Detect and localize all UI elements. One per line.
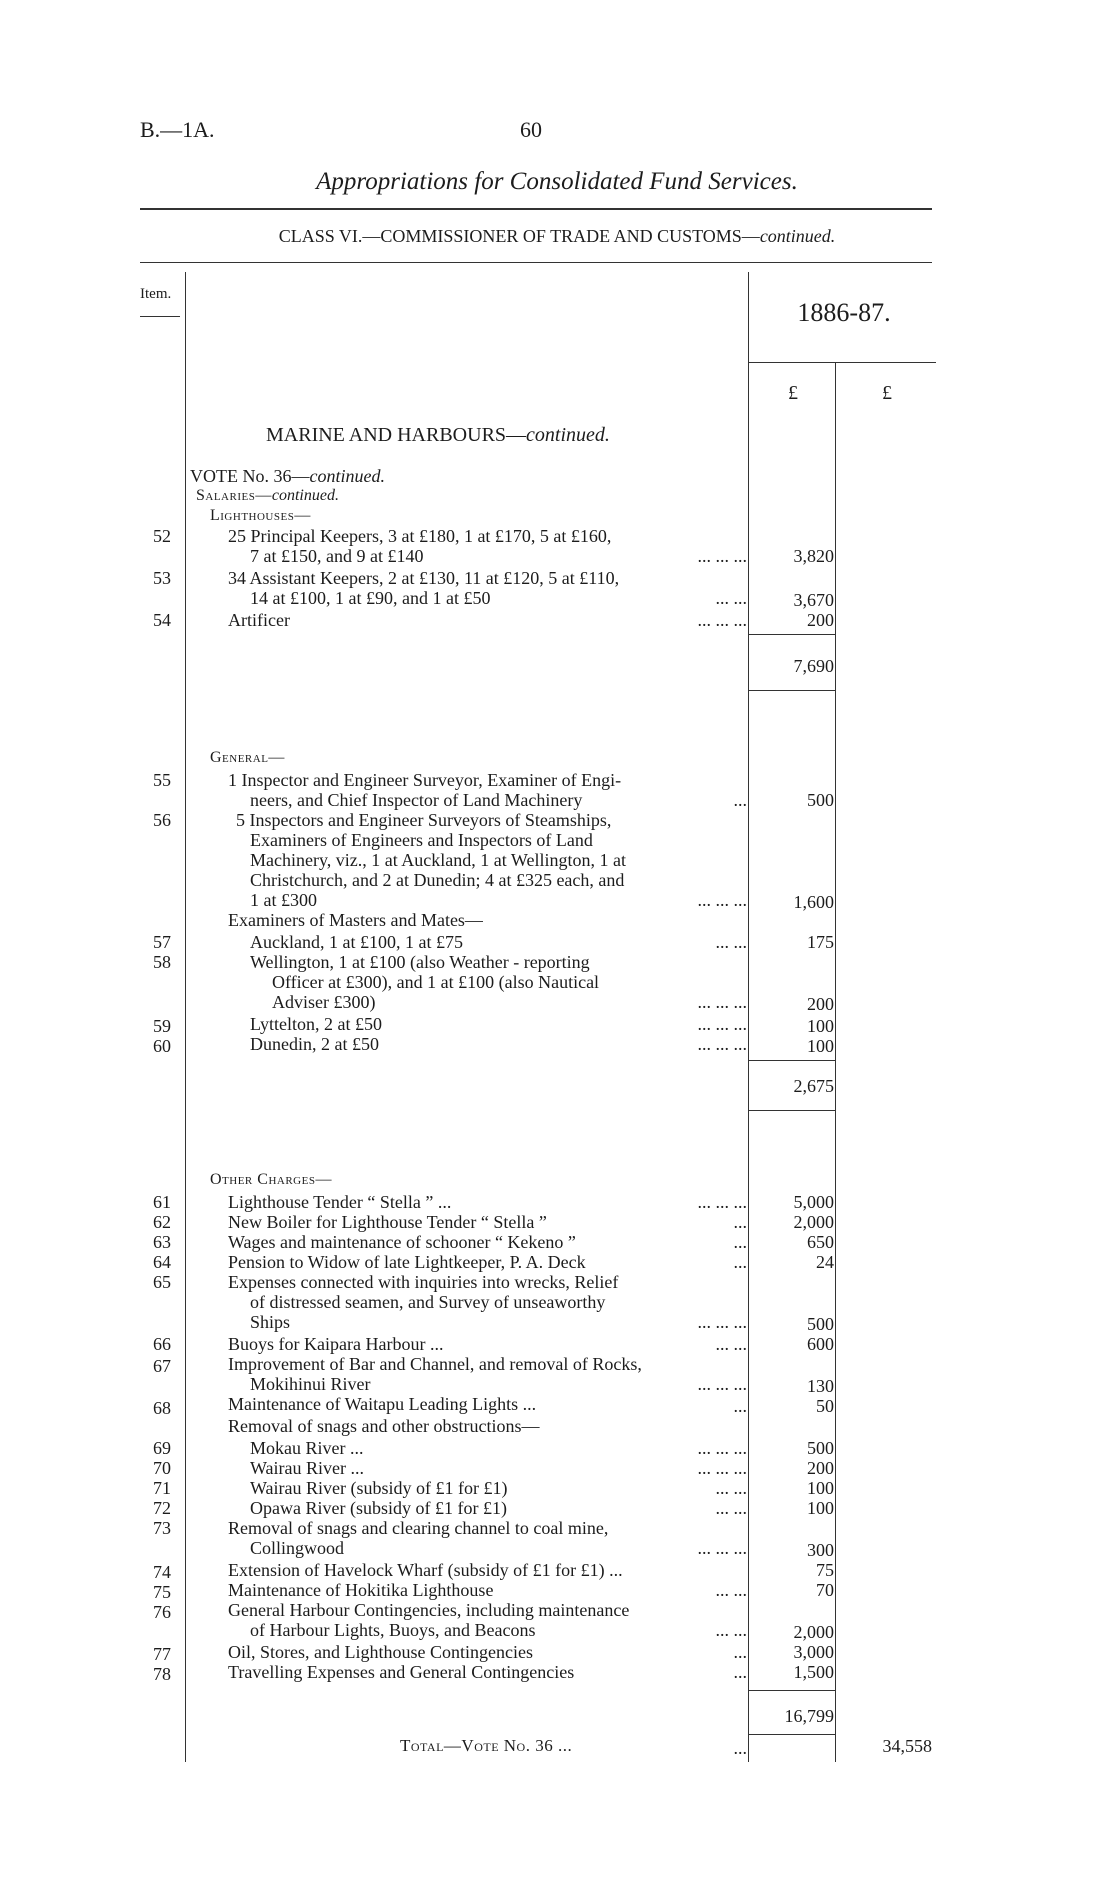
row-amount: 2,000 [793,1212,834,1232]
leader-dots: ... [733,1212,747,1232]
row-description: Oil, Stores, and Lighthouse Contingencies [228,1642,533,1662]
leader-dots: ... ... [715,1498,747,1518]
row-amount: 3,670 [793,590,834,610]
item-number: 56 [153,810,171,830]
leader-dots: ... ... ... [697,546,747,566]
row-amount: 500 [807,1314,834,1334]
subtotal-rule [748,1734,836,1735]
row-description: 14 at £100, 1 at £90, and 1 at £50 [250,588,491,608]
lighthouses-heading: Lighthouses— [210,507,311,524]
salaries-suffix: continued. [271,487,339,504]
row-description: 7 at £150, and 9 at £140 [250,546,424,566]
title-rule [140,208,932,210]
leader-dots: ... ... ... [697,1312,747,1332]
row-description: Dunedin, 2 at £50 [250,1034,379,1054]
row-description: 1 Inspector and Engineer Surveyor, Examiner of Engi- [228,770,622,790]
row-amount: 175 [807,932,834,952]
row-amount: 500 [807,1438,834,1458]
row-description: Opawa River (subsidy of £1 for £1) [250,1498,507,1518]
row-description: Maintenance of Waitapu Leading Lights ... [228,1394,537,1414]
row-description: 25 Principal Keepers, 3 at £180, 1 at £170, 5 at £160, [228,526,612,546]
page-number: 60 [520,117,542,142]
leader-dots: ... ... [715,1620,747,1640]
item-column-header: Item. [140,286,172,302]
leader-dots: ... [733,790,747,810]
row-description: Pension to Widow of late Lightkeeper, P. A. Deck [228,1252,586,1272]
row-description: 1 at £300 [250,890,317,910]
row-amount: 3,820 [793,546,834,566]
row-description: Wairau River ... [250,1458,365,1478]
leader-dots: ... [733,1738,747,1758]
item-number: 55 [153,770,171,790]
leader-dots: ... ... ... [697,992,747,1012]
other-charges-heading: Other Charges— [210,1171,332,1188]
item-number: 64 [153,1252,171,1272]
row-description: of distressed seamen, and Survey of unseaworthy [250,1292,606,1312]
row-amount: 5,000 [793,1192,834,1212]
leader-dots: ... ... ... [697,1438,747,1458]
item-number: 67 [153,1356,171,1376]
item-number: 62 [153,1212,171,1232]
subtotal-rule [748,1110,836,1111]
row-description: General Harbour Contingencies, including maintenance [228,1600,630,1620]
salaries-heading [196,486,339,506]
leader-dots: ... [733,1232,747,1252]
subtotal-rule [748,1060,836,1061]
row-description: Improvement of Bar and Channel, and removal of Rocks, [228,1354,642,1374]
leader-dots: ... [733,1396,747,1416]
item-number: 52 [153,526,171,546]
item-number: 58 [153,952,171,972]
row-description: Extension of Havelock Wharf (subsidy of £1 for £1) ... [228,1560,623,1580]
vote-heading [190,466,385,486]
row-amount: 130 [807,1376,834,1396]
leader-dots: ... ... [715,1334,747,1354]
row-description: 5 Inspectors and Engineer Surveyors of Steamships, [236,810,612,830]
item-number: 61 [153,1192,171,1212]
row-amount: 1,600 [793,892,834,912]
row-amount: 2,000 [793,1622,834,1642]
item-number: 76 [153,1602,171,1622]
general-heading: General— [210,749,285,766]
leader-dots: ... ... ... [697,1538,747,1558]
section-title [266,424,610,447]
item-number: 66 [153,1334,171,1354]
row-description: Christchurch, and 2 at Dunedin; 4 at £325 each, and [250,870,625,890]
row-description: Wages and maintenance of schooner “ Kekeno ” [228,1232,576,1252]
row-description: Maintenance of Hokitika Lighthouse [228,1580,494,1600]
leader-dots: ... ... [715,1478,747,1498]
examiners-heading: Examiners of Masters and Mates— [228,910,483,930]
item-header-underline [140,316,180,317]
row-description: Adviser £300) [272,992,376,1012]
subtotal-rule [748,1690,836,1691]
row-description: Travelling Expenses and General Contingencies [228,1662,575,1682]
item-number: 78 [153,1664,171,1684]
row-description: Removal of snags and clearing channel to coal mine, [228,1518,609,1538]
section-title-text: MARINE AND HARBOURS— [266,424,527,446]
row-description: 34 Assistant Keepers, 2 at £130, 11 at £120, 5 at £110, [228,568,620,588]
item-number: 73 [153,1518,171,1538]
item-column-rule [185,272,186,1762]
item-number: 68 [153,1398,171,1418]
item-number: 60 [153,1036,171,1056]
leader-dots: ... ... [715,932,747,952]
subtotal-general: 2,675 [793,1076,834,1096]
row-amount: 100 [807,1478,834,1498]
item-number: 72 [153,1498,171,1518]
row-amount: 100 [807,1036,834,1056]
item-number: 54 [153,610,171,630]
row-amount: 300 [807,1540,834,1560]
doc-reference: B.—1A. [140,117,215,142]
row-description: Lyttelton, 2 at £50 [250,1014,382,1034]
row-amount: 200 [807,610,834,630]
item-number: 70 [153,1458,171,1478]
row-amount: 600 [807,1334,834,1354]
amount-column-rule-mid [835,362,836,1762]
row-description: Lighthouse Tender “ Stella ” ... [228,1192,452,1212]
leader-dots: ... ... ... [697,890,747,910]
class-heading [0,226,1114,247]
row-description: Wairau River (subsidy of £1 for £1) [250,1478,508,1498]
row-description: of Harbour Lights, Buoys, and Beacons [250,1620,536,1640]
year-header-rule [748,362,936,363]
row-description: Officer at £300), and 1 at £100 (also Nautical [272,972,600,992]
vote-suffix: continued. [309,466,385,486]
item-number: 65 [153,1272,171,1292]
row-amount: 650 [807,1232,834,1252]
row-amount: 70 [816,1580,834,1600]
row-amount: 100 [807,1498,834,1518]
item-number: 53 [153,568,171,588]
item-number: 63 [153,1232,171,1252]
row-description: New Boiler for Lighthouse Tender “ Stella ” [228,1212,547,1232]
item-number: 69 [153,1438,171,1458]
row-description: Artificer [228,610,290,630]
class-rule [140,262,932,263]
item-number: 59 [153,1016,171,1036]
leader-dots: ... ... ... [697,1192,747,1212]
row-description: Examiners of Engineers and Inspectors of Land [250,830,593,850]
leader-dots: ... ... [715,588,747,608]
leader-dots: ... [733,1252,747,1272]
row-amount: 1,500 [793,1662,834,1682]
subtotal-rule [748,634,836,635]
class-heading-text: CLASS VI.—COMMISSIONER OF TRADE AND CUSTOMS— [278,226,760,246]
item-number: 75 [153,1582,171,1602]
section-title-suffix: continued. [526,424,610,446]
row-amount: 24 [816,1252,834,1272]
subtotal-lighthouses: 7,690 [793,656,834,676]
salaries-text: Salaries— [196,487,272,504]
amount-column-rule-left [748,272,749,1762]
row-description: Buoys for Kaipara Harbour ... [228,1334,444,1354]
subtotal-rule [748,690,836,691]
row-description: neers, and Chief Inspector of Land Machinery [250,790,583,810]
leader-dots: ... ... ... [697,1458,747,1478]
row-description: Collingwood [250,1538,345,1558]
year-header: 1886-87. [797,298,891,327]
row-description: Mokau River ... [250,1438,364,1458]
row-amount: 75 [816,1560,834,1580]
row-description: Ships [250,1312,291,1332]
leader-dots: ... [733,1642,747,1662]
subtotal-other-charges: 16,799 [784,1706,834,1726]
item-number: 77 [153,1644,171,1664]
item-number: 74 [153,1562,171,1582]
grand-total-label: Total—Vote No. 36 ... [400,1736,573,1755]
row-amount: 200 [807,1458,834,1478]
currency-header-2: £ [882,382,892,404]
vote-text: VOTE No. 36— [190,466,310,486]
class-heading-suffix: continued. [759,226,836,246]
leader-dots: ... ... ... [697,1034,747,1054]
row-amount: 50 [816,1396,834,1416]
leader-dots: ... ... ... [697,610,747,630]
row-description: Mokihinui River [250,1374,371,1394]
row-amount: 200 [807,994,834,1014]
row-description: Expenses connected with inquiries into wrecks, Relief [228,1272,619,1292]
item-number: 57 [153,932,171,952]
leader-dots: ... ... ... [697,1374,747,1394]
row-amount: 100 [807,1016,834,1036]
snags-heading: Removal of snags and other obstructions— [228,1416,540,1436]
page-title: Appropriations for Consolidated Fund Services. [316,168,798,195]
row-description: Wellington, 1 at £100 (also Weather - reporting [250,952,590,972]
leader-dots: ... [733,1662,747,1682]
item-number: 71 [153,1478,171,1498]
leader-dots: ... ... ... [697,1014,747,1034]
row-description: Auckland, 1 at £100, 1 at £75 [250,932,463,952]
row-amount: 3,000 [793,1642,834,1662]
row-amount: 500 [807,790,834,810]
row-description: Machinery, viz., 1 at Auckland, 1 at Wellington, 1 at [250,850,626,870]
grand-total-amount: 34,558 [882,1736,932,1756]
currency-header-1: £ [788,382,798,404]
leader-dots: ... ... [715,1580,747,1600]
